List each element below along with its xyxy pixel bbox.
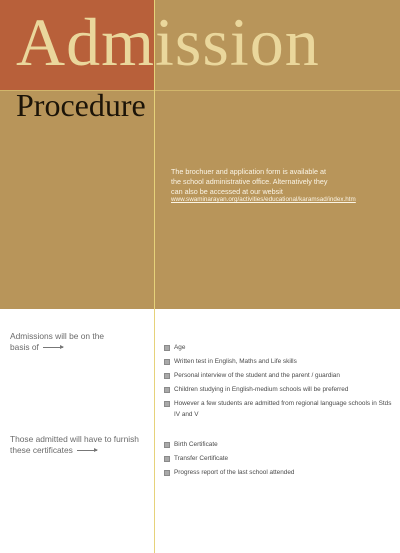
- list-item: Age: [164, 342, 394, 353]
- square-bullet-icon: [164, 456, 170, 462]
- brochure-line-3: can also be accessed at our websit: [171, 186, 283, 196]
- square-bullet-icon: [164, 442, 170, 448]
- website-link[interactable]: www.swaminarayan.org/activities/educational/karamsad/index.htm: [171, 196, 356, 204]
- square-bullet-icon: [164, 470, 170, 476]
- admissions-label-line-2: basis of: [10, 341, 39, 352]
- square-bullet-icon: [164, 387, 170, 393]
- list-item: However a few students are admitted from regional language schools in Stds IV and V: [164, 398, 394, 420]
- square-bullet-icon: [164, 373, 170, 379]
- brochure-info: [171, 167, 391, 205]
- certificates-list: [164, 439, 394, 481]
- list-item: Transfer Certificate: [164, 453, 394, 464]
- admissions-label-line-1: Admissions will be on the: [10, 331, 105, 341]
- page-subtitle: Procedure: [16, 87, 146, 123]
- list-item: Progress report of the last school attended: [164, 467, 394, 478]
- list-item: Birth Certificate: [164, 439, 394, 450]
- arrow-right-icon: [77, 450, 97, 451]
- square-bullet-icon: [164, 345, 170, 351]
- certificates-label-line-1: Those admitted will have to furnish: [10, 434, 139, 444]
- admissions-label: [10, 331, 150, 353]
- list-item: Written test in English, Maths and Life skills: [164, 356, 394, 367]
- arrow-right-icon: [43, 347, 63, 348]
- admissions-criteria-list: [164, 342, 394, 423]
- certificates-label: [10, 434, 150, 456]
- list-item: Personal interview of the student and the parent / guardian: [164, 370, 394, 381]
- vertical-divider: [154, 0, 155, 553]
- list-item: Children studying in English-medium schools will be preferred: [164, 384, 394, 395]
- square-bullet-icon: [164, 401, 170, 407]
- page-title: Admission: [16, 4, 320, 80]
- certificates-label-line-2: these certificates: [10, 444, 73, 455]
- square-bullet-icon: [164, 359, 170, 365]
- brochure-line-1: The brochuer and application form is available at: [171, 167, 327, 176]
- brochure-line-2: the school administrative office. Alternatively they: [171, 176, 328, 186]
